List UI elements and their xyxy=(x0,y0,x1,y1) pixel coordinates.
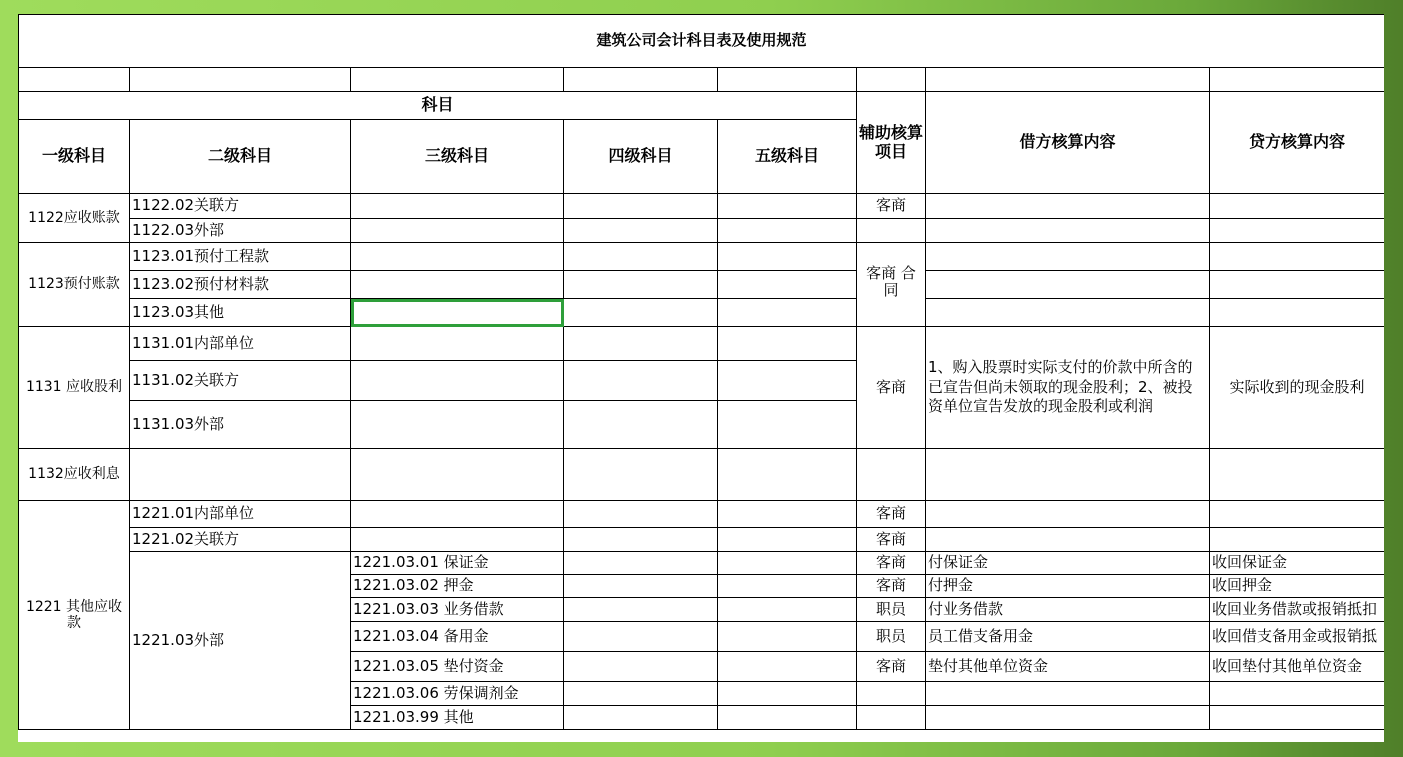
level3-cell[interactable]: 1221.03.02 押金 xyxy=(351,575,564,598)
cell[interactable] xyxy=(564,401,718,449)
cell[interactable] xyxy=(564,575,718,598)
sheet-title[interactable]: 建筑公司会计科目表及使用规范 xyxy=(19,15,1385,68)
cell[interactable] xyxy=(857,682,926,706)
header-credit[interactable]: 贷方核算内容 xyxy=(1210,92,1385,194)
cell[interactable] xyxy=(564,652,718,682)
aux-cell[interactable]: 客商 xyxy=(857,575,926,598)
cell[interactable] xyxy=(926,299,1210,327)
cell[interactable] xyxy=(718,299,857,327)
cell[interactable] xyxy=(857,449,926,501)
debit-cell[interactable]: 付业务借款 xyxy=(926,598,1210,622)
cell[interactable] xyxy=(564,194,718,219)
cell[interactable] xyxy=(351,401,564,449)
level1-cell[interactable]: 1122应收账款 xyxy=(19,194,130,243)
credit-cell[interactable]: 收回押金 xyxy=(1210,575,1385,598)
credit-cell[interactable]: 收回业务借款或报销抵扣 xyxy=(1210,598,1385,622)
selected-cell[interactable] xyxy=(351,299,564,327)
aux-cell[interactable]: 客商 xyxy=(857,652,926,682)
credit-cell[interactable]: 实际收到的现金股利 xyxy=(1210,327,1385,449)
cell[interactable] xyxy=(351,361,564,401)
debit-cell[interactable]: 付保证金 xyxy=(926,552,1210,575)
cell[interactable] xyxy=(718,598,857,622)
cell[interactable] xyxy=(718,501,857,528)
level2-cell[interactable]: 1122.02关联方 xyxy=(130,194,351,219)
cell[interactable] xyxy=(718,219,857,243)
cell[interactable] xyxy=(718,401,857,449)
cell[interactable] xyxy=(351,194,564,219)
cell[interactable] xyxy=(718,682,857,706)
credit-cell[interactable]: 收回垫付其他单位资金 xyxy=(1210,652,1385,682)
cell[interactable] xyxy=(564,501,718,528)
cell[interactable] xyxy=(564,327,718,361)
header-level1[interactable]: 一级科目 xyxy=(19,120,130,194)
cell[interactable] xyxy=(351,327,564,361)
cell[interactable] xyxy=(718,68,857,92)
cell[interactable] xyxy=(1210,501,1385,528)
level2-cell[interactable]: 1221.01内部单位 xyxy=(130,501,351,528)
cell[interactable] xyxy=(718,243,857,271)
header-level4[interactable]: 四级科目 xyxy=(564,120,718,194)
cell[interactable] xyxy=(1210,271,1385,299)
cell[interactable] xyxy=(564,598,718,622)
header-level3[interactable]: 三级科目 xyxy=(351,120,564,194)
cell[interactable] xyxy=(718,622,857,652)
cell[interactable] xyxy=(718,271,857,299)
cell[interactable] xyxy=(926,449,1210,501)
cell[interactable] xyxy=(718,552,857,575)
level2-cell[interactable]: 1131.03外部 xyxy=(130,401,351,449)
cell[interactable] xyxy=(926,219,1210,243)
header-level5[interactable]: 五级科目 xyxy=(718,120,857,194)
cell[interactable] xyxy=(1210,299,1385,327)
cell[interactable] xyxy=(351,68,564,92)
credit-cell[interactable]: 收回借支备用金或报销抵 xyxy=(1210,622,1385,652)
cell[interactable] xyxy=(564,68,718,92)
cell[interactable] xyxy=(1210,194,1385,219)
cell[interactable] xyxy=(351,271,564,299)
level3-cell[interactable]: 1221.03.04 备用金 xyxy=(351,622,564,652)
credit-cell[interactable]: 收回保证金 xyxy=(1210,552,1385,575)
cell[interactable] xyxy=(564,622,718,652)
debit-cell[interactable]: 1、购入股票时实际支付的价款中所含的已宣告但尚未领取的现金股利；2、被投资单位宣告发放的现金股利或利润 xyxy=(926,327,1210,449)
aux-cell[interactable]: 客商 xyxy=(857,327,926,449)
level3-cell[interactable]: 1221.03.06 劳保调剂金 xyxy=(351,682,564,706)
aux-cell[interactable]: 客商 xyxy=(857,528,926,552)
cell[interactable] xyxy=(1210,682,1385,706)
cell[interactable] xyxy=(351,449,564,501)
level3-cell[interactable]: 1221.03.99 其他 xyxy=(351,706,564,730)
cell[interactable] xyxy=(926,68,1210,92)
aux-cell[interactable]: 客商 xyxy=(857,194,926,219)
level2-cell[interactable]: 1131.01内部单位 xyxy=(130,327,351,361)
cell[interactable] xyxy=(857,68,926,92)
header-level2[interactable]: 二级科目 xyxy=(130,120,351,194)
cell[interactable] xyxy=(857,219,926,243)
cell[interactable] xyxy=(926,682,1210,706)
aux-cell[interactable]: 客商 合同 xyxy=(857,243,926,327)
accounting-table xyxy=(18,14,1384,730)
cell[interactable] xyxy=(130,68,351,92)
header-aux[interactable]: 辅助核算项目 xyxy=(857,92,926,194)
cell[interactable] xyxy=(564,552,718,575)
aux-cell[interactable]: 职员 xyxy=(857,598,926,622)
header-subject-group[interactable]: 科目 xyxy=(19,92,857,120)
level2-cell[interactable]: 1221.02关联方 xyxy=(130,528,351,552)
cell[interactable] xyxy=(564,243,718,271)
cell[interactable] xyxy=(1210,219,1385,243)
cell[interactable] xyxy=(718,361,857,401)
cell[interactable] xyxy=(19,68,130,92)
debit-cell[interactable]: 付押金 xyxy=(926,575,1210,598)
aux-cell[interactable]: 客商 xyxy=(857,501,926,528)
cell[interactable] xyxy=(926,501,1210,528)
level1-cell[interactable]: 1131 应收股利 xyxy=(19,327,130,449)
aux-cell[interactable]: 职员 xyxy=(857,622,926,652)
cell[interactable] xyxy=(718,194,857,219)
cell[interactable] xyxy=(351,528,564,552)
cell[interactable] xyxy=(564,682,718,706)
level2-cell[interactable]: 1123.01预付工程款 xyxy=(130,243,351,271)
level2-cell[interactable]: 1221.03外部 xyxy=(130,552,351,730)
cell[interactable] xyxy=(564,528,718,552)
cell[interactable] xyxy=(926,706,1210,730)
cell[interactable] xyxy=(1210,68,1385,92)
aux-cell[interactable]: 客商 xyxy=(857,552,926,575)
cell[interactable] xyxy=(130,449,351,501)
cell[interactable] xyxy=(718,575,857,598)
level2-cell[interactable]: 1123.02预付材料款 xyxy=(130,271,351,299)
level1-cell[interactable]: 1132应收利息 xyxy=(19,449,130,501)
cell[interactable] xyxy=(564,219,718,243)
cell[interactable] xyxy=(926,528,1210,552)
cell[interactable] xyxy=(351,243,564,271)
level2-cell[interactable]: 1122.03外部 xyxy=(130,219,351,243)
cell[interactable] xyxy=(1210,449,1385,501)
level3-cell[interactable]: 1221.03.01 保证金 xyxy=(351,552,564,575)
cell[interactable] xyxy=(564,299,718,327)
spreadsheet-sheet xyxy=(18,14,1384,742)
level2-cell[interactable]: 1131.02关联方 xyxy=(130,361,351,401)
header-debit[interactable]: 借方核算内容 xyxy=(926,92,1210,194)
debit-cell[interactable]: 员工借支备用金 xyxy=(926,622,1210,652)
cell[interactable] xyxy=(718,706,857,730)
level1-cell[interactable]: 1221 其他应收款 xyxy=(19,501,130,730)
cell[interactable] xyxy=(718,652,857,682)
level3-cell[interactable]: 1221.03.05 垫付资金 xyxy=(351,652,564,682)
cell[interactable] xyxy=(351,501,564,528)
cell[interactable] xyxy=(564,361,718,401)
level2-cell[interactable]: 1123.03其他 xyxy=(130,299,351,327)
cell[interactable] xyxy=(564,706,718,730)
cell[interactable] xyxy=(1210,243,1385,271)
level3-cell[interactable]: 1221.03.03 业务借款 xyxy=(351,598,564,622)
cell[interactable] xyxy=(926,243,1210,271)
cell[interactable] xyxy=(926,271,1210,299)
level1-cell[interactable]: 1123预付账款 xyxy=(19,243,130,327)
cell[interactable] xyxy=(1210,528,1385,552)
cell[interactable] xyxy=(351,219,564,243)
cell[interactable] xyxy=(718,327,857,361)
cell[interactable] xyxy=(564,271,718,299)
cell[interactable] xyxy=(1210,706,1385,730)
cell[interactable] xyxy=(718,528,857,552)
cell[interactable] xyxy=(857,706,926,730)
cell[interactable] xyxy=(926,194,1210,219)
cell[interactable] xyxy=(718,449,857,501)
debit-cell[interactable]: 垫付其他单位资金 xyxy=(926,652,1210,682)
cell[interactable] xyxy=(564,449,718,501)
